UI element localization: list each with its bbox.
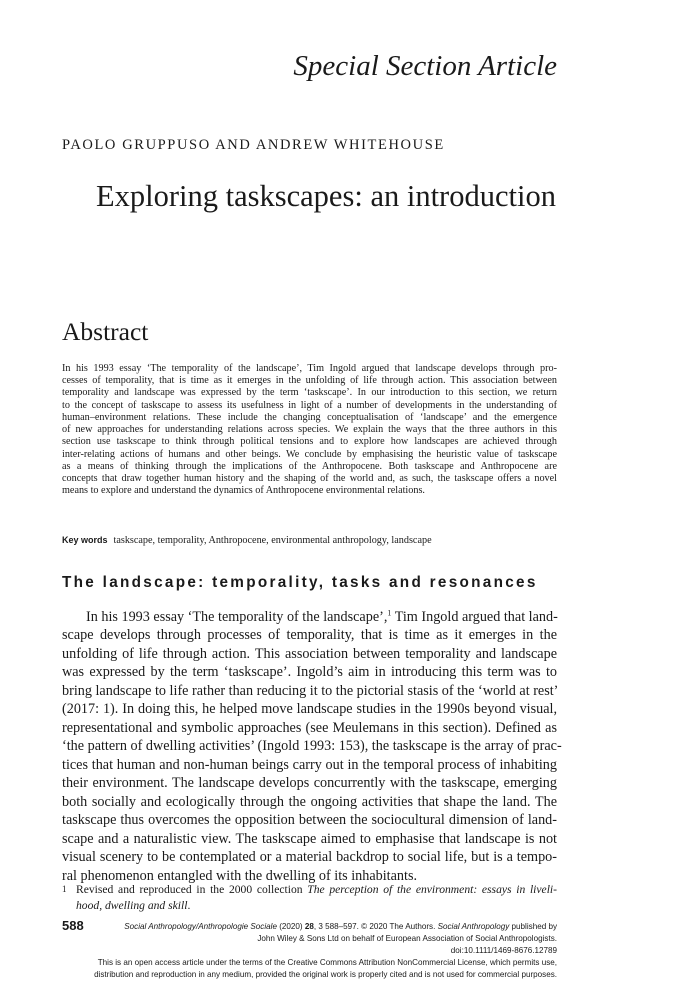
abstract-heading: Abstract [62, 317, 149, 346]
license-line: This is an open access article under the terms of the Creative Commons Attribution NonCommercial License, which permits use, [97, 958, 557, 967]
body-text: Tim Ingold argued that land- [391, 609, 558, 625]
citation-year: (2020) [276, 922, 305, 931]
body-line: (2017: 1). In doing this, he helped move landscape studies in the 1990s beyond visual, [62, 701, 557, 717]
abstract-line: means to explore and understand the dynamics of Anthropocene environmental relations. [62, 485, 425, 496]
body-line: visual scenery to be contemplated or a material backdrop to social life, but is a tempo- [62, 849, 557, 865]
footnote-mark: 1 [62, 884, 67, 894]
section-label: Special Section Article [293, 50, 557, 82]
footnote-book-title: The perception of the environment: essays in liveli- [307, 883, 557, 896]
abstract-line: inter-relating actions of humans and other beings. We conclude by emphasising the heuristic value of taskscape [62, 449, 557, 460]
body-line: was expressed by the term ‘taskscape’. Ingold’s aim in introducing this term was to [62, 664, 557, 680]
license-line: distribution and reproduction in any medium, provided the original work is properly cited and is not used for commercial purposes. [94, 970, 557, 979]
abstract-line: as a means of thinking through the implications of the Anthropocene. Both taskscape and Anthropocene are [62, 461, 557, 472]
article-title: Exploring taskscapes: an introduction [96, 179, 556, 213]
citation-tail: published by [509, 922, 557, 931]
author-names: PAOLO GRUPPUSO AND ANDREW WHITEHOUSE [62, 137, 445, 153]
body-line: tices that human and non-human beings carry out in the temporal process of inhabiting [62, 757, 557, 773]
body-line: bring landscape to life rather than reducing it to the pictorial stasis of the ‘world at rest’ [62, 683, 559, 699]
body-line [86, 609, 557, 626]
abstract-line: human–environment relations. These include the changing conceptualisation of ‘landscape’ and the emergence [62, 412, 557, 423]
abstract-line: to the concept of taskscape to assess its usefulness in light of a number of developments in the understanding of [62, 400, 557, 411]
abstract-line: concepts that draw together human history and the shaping of the world and, as such, the taskscape offers a novel [62, 473, 557, 484]
body-line: scape develops through processes of temporality, that is time as it emerges in the [62, 627, 557, 643]
citation-volume: 28 [304, 922, 314, 931]
abstract-line: In his 1993 essay ‘The temporality of the landscape’, Tim Ingold argued that landscape develops through pro- [62, 363, 557, 374]
footnote-line [76, 899, 557, 913]
keywords-label: Key words [62, 535, 108, 545]
abstract-line: section use taskscape to think through political tensions and to explore how landscapes are achieved through [62, 436, 557, 447]
footnote-reference[interactable]: 1 [387, 608, 392, 618]
body-line: scape and a naturalistic view. The taskscape aimed to emphasise that landscape is not [62, 831, 557, 847]
body-line: ral phenomenon entangled with the dwelling of its inhabitants. [62, 868, 418, 884]
body-line: both socially and ecologically through the ongoing activities that shape the land. The [62, 794, 557, 810]
body-line: their environment. The landscape develops concurrently with the taskscape, emerging [62, 775, 557, 791]
body-line: ‘the pattern of dwelling activities’ (Ingold 1993: 153), the taskscape is the array of prac- [62, 738, 562, 754]
citation-line [124, 922, 557, 932]
publisher-line: John Wiley & Sons Ltd on behalf of European Association of Social Anthropologists. [257, 934, 557, 943]
citation-pages: , 3 588–597. © 2020 The Authors. [313, 922, 438, 931]
doi-link[interactable]: doi:10.1111/1469-8676.12789 [450, 946, 557, 955]
journal-name: Social Anthropology/Anthropologie Sociale [124, 922, 277, 931]
keywords-text: taskscape, temporality, Anthropocene, environmental anthropology, landscape [113, 535, 432, 546]
journal-name-short: Social Anthropology [437, 922, 510, 931]
body-line: unfolding of life through action. This association between temporality and landscape [62, 646, 557, 662]
body-line: taskscape thus overcomes the opposition between the sociocultural dimension of land- [62, 812, 557, 828]
footnote-book-title: hood, dwelling and skill [76, 899, 188, 912]
keywords [62, 535, 432, 546]
abstract-line: cesses of temporality, that is time as it emerges in the unfolding of life through action. This association between [62, 375, 557, 386]
abstract-line: of new approaches for understanding relations across species. We explain the ways that the three authors in this [62, 424, 557, 435]
abstract-line: temporality and landscape was expressed by the term ‘taskscape’. In our introduction to this section, we return [62, 387, 557, 398]
footnote-text: Revised and reproduced in the 2000 collection [76, 883, 308, 896]
section-heading: The landscape: temporality, tasks and resonances [62, 574, 538, 591]
body-text: In his 1993 essay ‘The temporality of the landscape’, [86, 609, 388, 625]
footnote-text: . [187, 899, 191, 912]
footnote-line [76, 883, 557, 897]
body-line: representational and symbolic approaches (see Meulemans in this section). Defined as [62, 720, 557, 736]
page-number: 588 [62, 918, 84, 933]
